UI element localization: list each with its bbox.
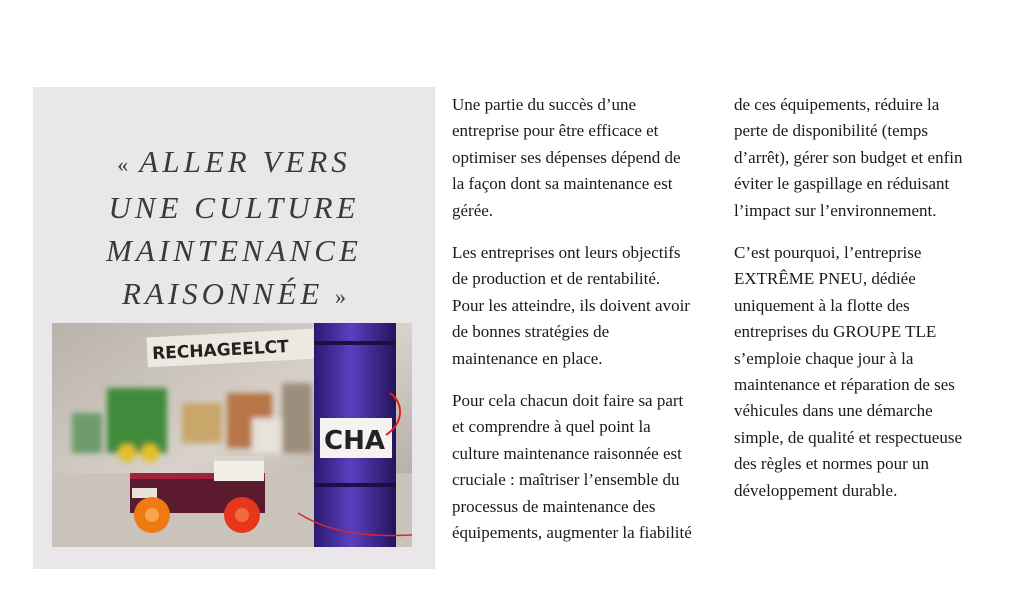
tube-text: CHA — [324, 426, 385, 456]
pull-quote — [33, 140, 435, 318]
quote-line-3: MAINTENANCE — [106, 233, 362, 268]
paragraph: Une partie du succès d’une entreprise pour être efficace et optimiser ses dépenses dépend de la façon dont sa maintenance est gérée. — [452, 95, 681, 220]
text-column-2 — [734, 92, 1019, 520]
sign-text: RECHAGEELCT — [151, 337, 290, 365]
paragraph: C’est pourquoi, l’entreprise EXTRÊME PNEU, dédiée uniquement à la flotte des entreprises du GROUPE TLE s’emploie chaque jour à la maintenance et réparation de ses véhicules dans une démarche simple, de qualité et respectueuse des règles et normes pour un développement durable. — [734, 243, 962, 500]
quote-line-4: RAISONNÉE » — [121, 276, 347, 311]
paragraph: de ces équipements, réduire la perte de disponibilité (temps d’arrêt), gérer son budget et enfin éviter le gaspillage en réduisant l’impact sur l’environnement. — [734, 95, 963, 220]
toy-car-photo — [52, 323, 412, 547]
paragraph: Les entreprises ont leurs objectifs de production et de rentabilité. Pour les atteindre, ils doivent avoir de bonnes stratégies de maintenance en place. — [452, 243, 690, 368]
paragraph: Pour cela chacun doit faire sa part et comprendre à quel point la culture maintenance raisonnée est cruciale : maîtriser l’ensemble du processus de maintenance des équipements, augmenter la fiabilité — [452, 391, 692, 543]
panel-notch — [33, 545, 435, 585]
quote-open-mark: « — [117, 152, 129, 177]
quote-line-2: UNE CULTURE — [108, 190, 360, 225]
quote-close-mark: » — [335, 284, 347, 309]
quote-line-1: « ALLER VERS — [117, 144, 351, 179]
text-column-1 — [452, 92, 732, 563]
